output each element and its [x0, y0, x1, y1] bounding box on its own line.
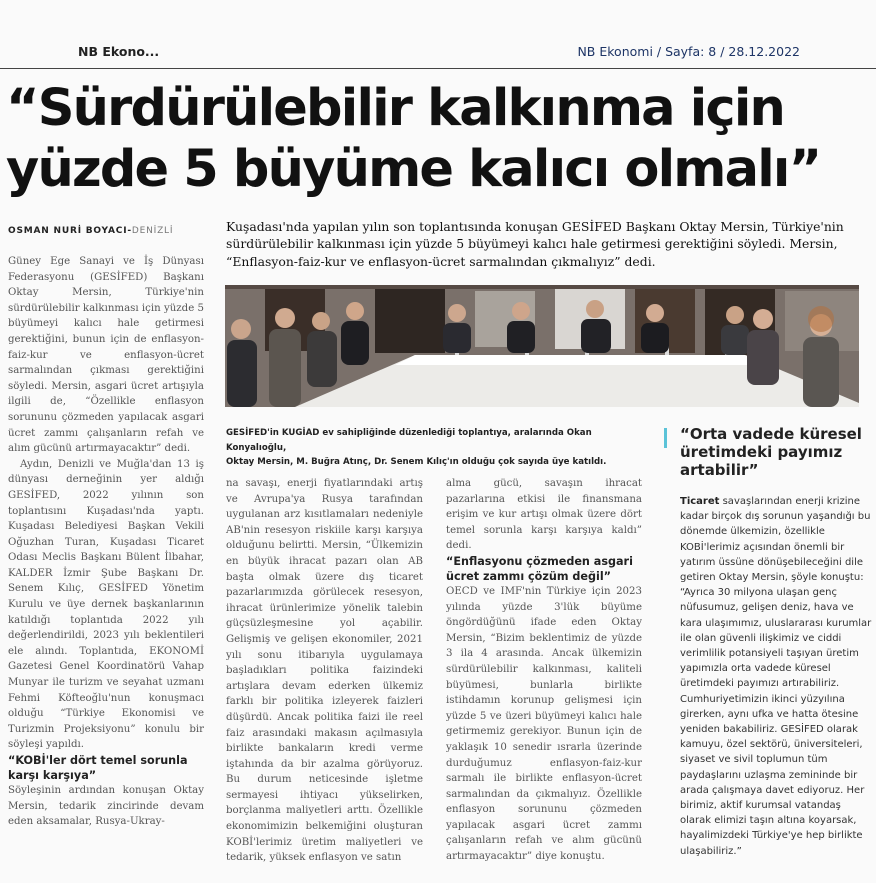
headline-line-1: “Sürdürülebilir kalkınma için [6, 79, 785, 138]
column-1-paragraph-2: Aydın, Denizli ve Muğla'dan 13 iş dünyası derneğinin yer aldığı GESİFED, 2022 yılının son toplantısını Kuşadası'nda yaptı. Kuşadası Belediyesi Başkan Vekili Oğuzhan Turan, Kuşadası Ticaret Odası Meclis Başkanı Bülent İlbahar, KALDER İzmir Şube Başkanı Dr. Senem Kılıç, GESİFED Yönetim Kurulu ve üye dernek başkanlarının katıldığı toplantıda 2022 yılı değerlendirildi, 2023 yılı beklentileri ele alındı. Toplantıda, EKONOMİ Gazetesi Genel Koordinatörü Vahap Munyar ile turizm ve seyahat uzmanı Fehmi Köfteoğlu'nun konuşmacı olduğu “Türkiye Ekonomisi ve Turizmin Projeksiyonu” konulu bir söyleşi yapıldı. [8, 458, 204, 751]
byline-location: DENİZLİ [131, 226, 174, 236]
column-3-subheading: “Enflasyonu çözmeden asgari ücret zammı çözüm değil” [446, 554, 633, 583]
event-photo [225, 285, 859, 407]
column-2-paragraph-1: na savaşı, enerji fiyatlarındaki artış ve Avrupa'ya Rusya tarafından uygulanan arz kısıtlamaları nedeniyle AB'nin resesyon riskiile karşı karşıya olduğunu belirtti. Mersin, “Ülkemizin en büyük ihracat pazarı olan AB başta olmak üzere dış ticaret pazarlarımızda görülecek resesyon, ihracat ürünlerimize yönelik talebin güçsüzleşmesine yol açabilir. Gelişmiş ve gelişen ekonomiler, 2021 yılı sonu itibarıyla uygulamaya başladıkları politika faizindeki artışlara devam ederken ülkemiz farklı bir politika izleyerek faizleri düşürdü. Ancak politika faizi ile reel faiz arasındaki makasın açılmasıyla birlikte bankaların kredi verme iştahında da bir azalma görüyoruz. Bu durum neticesinde işletme sermayesi ihtiyacı yükselirken, borçlanma maliyetleri arttı. Özellikle ekonomimizin belkemiğini oluşturan KOBİ'lerimiz üretim maliyetleri ve tedarik, yüksek enflasyon ve satın [226, 478, 423, 864]
sidebar-text: savaşlarından enerji krizine kadar birçok dış sorunun yaşandığı bu dönemde ülkemizin, özellikle KOBİ'lerimiz açısından önemli bir yatırım üssüne dönüşebileceğini dile getiren Oktay Mersin, şöyle konuştu: “Ayrıca 30 milyona ulaşan genç nüfusumuz, gelişen deniz, hava ve kara ulaşımımız, uluslararası kurumlar ile olan güvenli ilişkimiz ve ciddi verimlilik potansiyeli taşıyan üretim yapımızla orta vadede küresel üretimdeki payımızı artırabiliriz. Cumhuriyetimizin ikinci yüzyılına girerken, aynı ufka ve hatta ötesine yeniden bakabiliriz. GESİFED olarak kamuyu, özel sektörü, üniversiteleri, siyaset ve sivil toplumun tüm paydaşlarını uzlaşma zemininde bir arada çalışmaya davet ediyoruz. Her birimiz, aktif kurumsal vatandaş olarak elimizi taşın altına koyarsak, hayalimizdeki Türkiye'ye hep birlikte ulaşabiliriz.” [680, 496, 872, 857]
article-column-1 [8, 254, 204, 830]
article-lead: Kuşadası'nda yapılan yılın son toplantısında konuşan GESİFED Başkanı Oktay Mersin, Türkiye'nin sürdürülebilir kalkınması için yüzde 5 büyümeyi kalıcı hale getirmesi gerektiğini söyledi. Mersin, “Enflasyon-faiz-kur ve enflasyon-ücret sarmalından çıkmalıyız” dedi. [226, 219, 844, 269]
sidebar-accent-bar [664, 428, 667, 448]
sidebar-title: “Orta vadede küresel üretimdeki payımız artabilir” [680, 425, 862, 479]
sidebar-paragraph [680, 494, 872, 859]
article-column-3 [446, 476, 642, 865]
photo-caption [226, 426, 646, 470]
article-column-2 [226, 476, 423, 866]
column-1-paragraph-3: Söyleşinin ardından konuşan Oktay Mersin, tedarik zincirinde devam eden aksamalar, Rusya-Ukray- [8, 785, 204, 828]
column-3-paragraph-2: OECD ve IMF'nin Türkiye için 2023 yılında yüzde 3'lük büyüme öngördüğünü ifade eden Oktay Mersin, “Bizim beklentimiz de yüzde 3 ila 4 arasında. Ancak ülkemizin sürdürülebilir kalkınması, kaliteli büyümesi, bunlarla birlikte istihdamın korunup gelişmesi için yüzde 5 ve üzeri büyümeyi kalıcı hale getirmemiz gerekiyor. Bunun için de yaklaşık 10 senedir ısrarla üzerinde durduğumuz enflasyon-faiz-kur sarmalı ile birlikte enflasyon-ücret sarmalından da çıkmalıyız. Özellikle enflasyon sorununu çözmeden yapılacak asgari ücret zammı çalışanların refah ve alım gücünü artırmayacaktır” diye konuştu. [446, 585, 642, 863]
photo-caption-line-1: GESİFED'in KUGİAD ev sahipliğinde düzenlediği toplantıya, aralarında Okan Konyalıoğlu, [226, 428, 592, 453]
headline-line-2: yüzde 5 büyüme kalıcı olmalı” [6, 140, 821, 199]
byline-separator: - [127, 226, 132, 236]
byline-author: OSMAN NURİ BOYACI [8, 226, 128, 236]
header-rule [0, 68, 876, 69]
header-issue-info: NB Ekonomi / Sayfa: 8 / 28.12.2022 [577, 44, 800, 59]
column-1-paragraph-1: Güney Ege Sanayi ve İş Dünyası Federasyonu (GESİFED) Başkanı Oktay Mersin, Türkiye'nin sürdürülebilir kalkınması için yüzde 5 büyümeyi kalıcı hale getirmesi gerektiğini, bunun için de enflasyon-faiz-kur ve enflasyon-ücret sarmalından çıkması gerektiğini söyledi. Mersin, asgari ücret artışıyla ilgili de, “Özellikle enflasyon sorununu çözmeden yapılacak asgari ücret zammı çalışanların refah ve alım gücünü artırmayacaktır” dedi. [8, 256, 204, 455]
headline [6, 78, 872, 200]
event-photo-illustration [225, 285, 859, 407]
byline [8, 226, 173, 236]
photo-caption-line-2: Oktay Mersin, M. Buğra Atınç, Dr. Senem Kılıç'ın olduğu çok sayıda üye katıldı. [226, 457, 607, 468]
sidebar-lead-word: Ticaret [680, 496, 720, 507]
sidebar-body [680, 494, 872, 859]
column-1-subheading: “KOBİ'ler dört temel sorunla karşı karşıya” [8, 754, 188, 782]
column-3-paragraph-1: alma gücü, savaşın ihracat pazarlarına etkisi ile finansmana erişim ve kur artışı olmak üzere dört temel sorunla karşı karşıya kaldı” dedi. [446, 478, 642, 552]
header-publication: NB Ekono... [78, 44, 160, 59]
